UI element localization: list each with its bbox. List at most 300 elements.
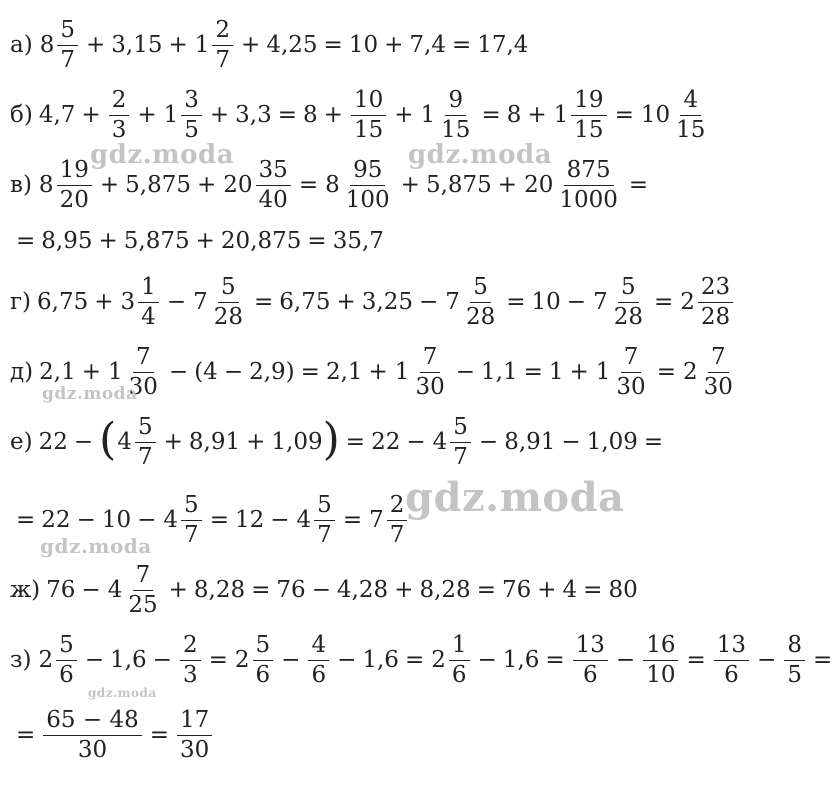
math-term: 80 bbox=[608, 577, 638, 603]
fraction bbox=[177, 708, 212, 761]
fraction-denominator: 30 bbox=[703, 373, 733, 400]
math-term: 35,7 bbox=[332, 228, 384, 254]
fraction bbox=[412, 345, 447, 398]
math-operator: + bbox=[81, 359, 101, 385]
fraction-numerator: 5 bbox=[618, 275, 639, 302]
math-operator: − bbox=[419, 289, 439, 315]
math-term: 8 bbox=[303, 102, 318, 128]
math-operator: = bbox=[342, 507, 363, 533]
mixed-number bbox=[162, 493, 203, 546]
math-term: 3,25 bbox=[361, 289, 414, 315]
math-operator: + bbox=[209, 102, 230, 128]
math-operator: = bbox=[653, 289, 674, 315]
item-label: в) bbox=[10, 172, 32, 198]
fraction-denominator: 40 bbox=[258, 186, 288, 213]
watermark-2: gdz.moda bbox=[408, 140, 553, 170]
math-term: 8,95 bbox=[41, 228, 93, 254]
fraction-denominator: 6 bbox=[255, 661, 271, 688]
fraction-denominator: 15 bbox=[441, 116, 471, 143]
mixed-number bbox=[640, 88, 711, 141]
fraction-numerator: 23 bbox=[698, 275, 733, 302]
math-operator: = bbox=[643, 429, 664, 455]
mixed-whole: 2 bbox=[234, 647, 250, 673]
mixed-whole: 1 bbox=[194, 32, 210, 58]
fraction-numerator: 13 bbox=[573, 633, 608, 660]
math-operator: − bbox=[561, 429, 581, 455]
fraction-numerator: 95 bbox=[350, 158, 385, 185]
mixed-number bbox=[679, 275, 735, 328]
math-operator: + bbox=[394, 577, 414, 603]
math-operator: − bbox=[152, 647, 172, 673]
math-operator: = bbox=[298, 172, 319, 198]
fraction bbox=[611, 275, 646, 328]
fraction-numerator: 5 bbox=[56, 633, 77, 660]
math-term: 10 bbox=[531, 289, 561, 315]
mixed-whole: 2 bbox=[431, 647, 446, 673]
math-operator: + bbox=[527, 102, 547, 128]
mixed-number bbox=[523, 158, 623, 211]
math-operator: − bbox=[270, 507, 290, 533]
watermark-5: gdz.moda bbox=[40, 534, 152, 558]
fraction-denominator: 6 bbox=[311, 661, 327, 688]
mixed-whole: 7 bbox=[593, 289, 608, 315]
math-term: 3,3 bbox=[235, 102, 272, 128]
mixed-number bbox=[595, 345, 651, 398]
mixed-number bbox=[324, 158, 395, 211]
math-term: 1,09 bbox=[271, 429, 323, 455]
math-term: 1,09 bbox=[586, 429, 638, 455]
math-operator: = bbox=[686, 647, 706, 673]
mixed-whole: 7 bbox=[193, 289, 208, 315]
math-operator: = bbox=[208, 647, 228, 673]
fraction-numerator: 4 bbox=[308, 633, 329, 660]
math-term: 5,875 bbox=[425, 172, 492, 198]
item-label: ж) bbox=[10, 577, 41, 603]
fraction-numerator: 17 bbox=[177, 708, 212, 735]
mixed-number bbox=[592, 275, 648, 328]
math-operator: + bbox=[168, 577, 188, 603]
math-operator: = bbox=[277, 102, 298, 128]
fraction-numerator: 875 bbox=[564, 158, 614, 185]
mixed-whole: 3 bbox=[120, 289, 136, 315]
equation-line-e bbox=[10, 412, 669, 472]
math-operator: + bbox=[569, 359, 589, 385]
math-operator: + bbox=[99, 172, 120, 198]
math-operator: + bbox=[137, 102, 157, 128]
fraction bbox=[463, 275, 498, 328]
mixed-number bbox=[163, 88, 204, 141]
mixed-number bbox=[107, 345, 163, 398]
math-term: 10 bbox=[348, 32, 379, 58]
math-operator: − bbox=[615, 647, 636, 673]
math-operator: = bbox=[323, 32, 343, 58]
fraction-numerator: 5 bbox=[314, 493, 335, 520]
fraction-numerator: 7 bbox=[133, 345, 154, 372]
fraction bbox=[256, 158, 291, 211]
mixed-number bbox=[420, 88, 476, 141]
math-operator: = bbox=[614, 102, 634, 128]
equation-line-v bbox=[10, 155, 654, 215]
math-term: 8,91 bbox=[188, 429, 241, 455]
math-term: 8 bbox=[506, 102, 522, 128]
math-term: 22 bbox=[371, 429, 401, 455]
mixed-whole: 4 bbox=[117, 429, 132, 455]
math-operator: = bbox=[16, 722, 36, 748]
fraction bbox=[57, 158, 92, 211]
math-operator: − bbox=[223, 359, 244, 385]
math-operator: − bbox=[137, 507, 157, 533]
fraction-numerator: 10 bbox=[351, 88, 386, 115]
math-operator: = bbox=[149, 722, 169, 748]
fraction-numerator: 5 bbox=[57, 18, 78, 45]
math-operator: − bbox=[311, 577, 331, 603]
math-term: 4,25 bbox=[266, 32, 318, 58]
fraction-numerator: 5 bbox=[218, 275, 239, 302]
fraction bbox=[673, 88, 708, 141]
watermark-4: gdz.moda bbox=[405, 474, 625, 521]
fraction bbox=[784, 633, 805, 686]
watermark-1: gdz.moda bbox=[90, 140, 235, 170]
mixed-number bbox=[192, 275, 248, 328]
item-label: а) bbox=[10, 32, 33, 58]
item-label: б) bbox=[10, 102, 33, 128]
math-term: 1,1 bbox=[481, 359, 518, 385]
math-term: 5,875 bbox=[125, 172, 191, 198]
math-operator: + bbox=[246, 429, 266, 455]
math-term: 1,6 bbox=[362, 647, 399, 673]
fraction-denominator: 7 bbox=[453, 443, 468, 470]
math-term: 6,75 bbox=[37, 289, 89, 315]
mixed-number bbox=[682, 345, 738, 398]
math-operator: + bbox=[195, 228, 215, 254]
fraction bbox=[571, 88, 606, 141]
mixed-number bbox=[222, 158, 293, 211]
mixed-whole: 4 bbox=[163, 507, 179, 533]
fraction bbox=[438, 88, 473, 141]
mixed-number bbox=[194, 18, 235, 71]
equation-line-v-cont bbox=[10, 211, 384, 271]
fraction-denominator: 30 bbox=[180, 736, 210, 763]
fraction-denominator: 7 bbox=[60, 46, 75, 73]
item-label: г) bbox=[10, 289, 32, 315]
equation-line-e-cont bbox=[10, 490, 409, 550]
fraction bbox=[343, 158, 393, 211]
math-term: 17,4 bbox=[477, 32, 529, 58]
fraction-numerator: 65 − 48 bbox=[43, 708, 141, 735]
fraction-denominator: 20 bbox=[59, 186, 89, 213]
fraction-denominator: 7 bbox=[184, 521, 199, 548]
fraction bbox=[109, 88, 130, 141]
mixed-whole: 10 bbox=[640, 102, 671, 128]
equation-line-zh bbox=[10, 560, 638, 620]
fraction-numerator: 7 bbox=[133, 563, 154, 590]
math-operator: − bbox=[81, 577, 101, 603]
math-operator: − bbox=[478, 429, 499, 455]
fraction-denominator: 3 bbox=[182, 661, 198, 688]
math-operator: − bbox=[757, 647, 777, 673]
fraction-denominator: 7 bbox=[137, 443, 153, 470]
fraction-numerator: 7 bbox=[708, 345, 729, 372]
item-label: е) bbox=[10, 429, 33, 455]
fraction bbox=[212, 18, 233, 71]
fraction-denominator: 4 bbox=[141, 303, 156, 330]
fraction-numerator: 1 bbox=[449, 633, 470, 660]
math-operator: + bbox=[368, 359, 388, 385]
fraction bbox=[351, 88, 386, 141]
math-term: 10 bbox=[101, 507, 132, 533]
fraction bbox=[556, 158, 621, 211]
math-operator: − bbox=[168, 359, 189, 385]
fraction bbox=[701, 345, 736, 398]
math-term: 5,875 bbox=[123, 228, 190, 254]
math-term: 22 bbox=[38, 429, 68, 455]
fraction-numerator: 2 bbox=[109, 88, 130, 115]
fraction-numerator: 2 bbox=[180, 633, 201, 660]
mixed-whole: 1 bbox=[108, 359, 123, 385]
fraction-numerator: 5 bbox=[135, 415, 156, 442]
fraction bbox=[573, 633, 608, 686]
big-parenthesis: ( bbox=[99, 414, 117, 465]
fraction bbox=[450, 415, 471, 468]
fraction-numerator: 16 bbox=[643, 633, 678, 660]
item-label: з) bbox=[10, 647, 32, 673]
fraction bbox=[138, 275, 159, 328]
equation-line-a bbox=[10, 15, 528, 75]
math-operator: + bbox=[94, 289, 114, 315]
math-operator: = bbox=[307, 228, 327, 254]
math-term: 2,1 bbox=[39, 359, 76, 385]
math-operator: − bbox=[477, 647, 497, 673]
mixed-whole: 8 bbox=[325, 172, 340, 198]
fraction-denominator: 3 bbox=[111, 116, 127, 143]
fraction bbox=[125, 563, 160, 616]
fraction-denominator: 30 bbox=[415, 373, 445, 400]
fraction-denominator: 28 bbox=[613, 303, 643, 330]
fraction-denominator: 6 bbox=[724, 661, 739, 688]
math-operator: + bbox=[168, 32, 188, 58]
mixed-whole: 20 bbox=[524, 172, 554, 198]
mixed-number bbox=[38, 158, 94, 211]
big-parenthesis: ) bbox=[322, 414, 340, 465]
fraction bbox=[698, 275, 733, 328]
mixed-whole: 4 bbox=[432, 429, 448, 455]
math-operator: + bbox=[81, 102, 101, 128]
math-operator: = bbox=[251, 577, 271, 603]
math-operator: = bbox=[16, 228, 36, 254]
mixed-whole: 1 bbox=[420, 102, 436, 128]
fraction-denominator: 28 bbox=[213, 303, 244, 330]
math-operator: = bbox=[812, 647, 833, 673]
fraction bbox=[449, 633, 470, 686]
fraction bbox=[613, 345, 648, 398]
mixed-whole: 2 bbox=[38, 647, 54, 673]
math-operator: − bbox=[406, 429, 426, 455]
fraction-denominator: 5 bbox=[787, 661, 802, 688]
fraction bbox=[211, 275, 246, 328]
math-operator: = bbox=[404, 647, 425, 673]
mixed-whole: 7 bbox=[369, 507, 384, 533]
math-operator: + bbox=[163, 429, 183, 455]
equation-line-z bbox=[10, 630, 838, 690]
fraction bbox=[56, 633, 77, 686]
fraction-numerator: 5 bbox=[450, 415, 471, 442]
mixed-number bbox=[368, 493, 409, 546]
equation-line-d bbox=[10, 342, 738, 402]
fraction-denominator: 6 bbox=[451, 661, 467, 688]
math-term: 4,28 bbox=[336, 577, 389, 603]
fraction-numerator: 13 bbox=[714, 633, 749, 660]
fraction-numerator: 7 bbox=[621, 345, 642, 372]
fraction bbox=[181, 493, 202, 546]
mixed-number bbox=[553, 88, 609, 141]
fraction-numerator: 9 bbox=[445, 88, 466, 115]
math-term: 22 bbox=[41, 507, 71, 533]
math-operator: − bbox=[84, 647, 105, 673]
fraction-numerator: 5 bbox=[470, 275, 491, 302]
math-term: 4,7 bbox=[38, 102, 76, 128]
mixed-whole: 8 bbox=[39, 32, 55, 58]
mixed-whole: 2 bbox=[680, 289, 695, 315]
mixed-number bbox=[107, 563, 163, 616]
math-operator: + bbox=[85, 32, 106, 58]
mixed-number bbox=[39, 18, 80, 71]
mixed-whole: 8 bbox=[38, 172, 54, 198]
math-operator: + bbox=[384, 32, 404, 58]
fraction bbox=[180, 633, 201, 686]
math-term: 1,6 bbox=[110, 647, 147, 673]
math-operator: − bbox=[566, 289, 587, 315]
mixed-number bbox=[430, 633, 471, 686]
item-label: д) bbox=[10, 359, 34, 385]
mixed-number bbox=[432, 415, 473, 468]
mixed-number bbox=[444, 275, 500, 328]
mixed-whole: 1 bbox=[595, 359, 611, 385]
math-term: (4 bbox=[194, 359, 218, 385]
fraction-denominator: 10 bbox=[646, 661, 676, 688]
fraction-denominator: 7 bbox=[389, 521, 405, 548]
math-operator: − bbox=[281, 647, 301, 673]
math-term: 1 bbox=[548, 359, 564, 385]
fraction-denominator: 5 bbox=[184, 116, 199, 143]
equation-line-z-cont bbox=[10, 705, 214, 765]
math-operator: = bbox=[345, 429, 366, 455]
math-operator: + bbox=[98, 228, 118, 254]
math-term: 12 bbox=[234, 507, 265, 533]
math-operator: = bbox=[628, 172, 649, 198]
math-operator: − bbox=[455, 359, 475, 385]
fraction bbox=[253, 633, 274, 686]
mixed-number bbox=[296, 493, 337, 546]
fraction-numerator: 4 bbox=[680, 88, 701, 115]
math-term: 3,15 bbox=[111, 32, 163, 58]
math-operator: = bbox=[583, 577, 603, 603]
mixed-whole: 4 bbox=[296, 507, 312, 533]
math-operator: + bbox=[394, 102, 414, 128]
math-operator: = bbox=[545, 647, 565, 673]
mixed-whole: 1 bbox=[163, 102, 179, 128]
math-operator: = bbox=[506, 289, 526, 315]
math-operator: = bbox=[16, 507, 36, 533]
mixed-whole: 7 bbox=[445, 289, 460, 315]
math-term: 7,4 bbox=[409, 32, 446, 58]
fraction-denominator: 7 bbox=[215, 46, 231, 73]
fraction-denominator: 6 bbox=[59, 661, 74, 688]
fraction-denominator: 7 bbox=[317, 521, 332, 548]
math-term: 76 bbox=[501, 577, 532, 603]
mixed-whole: 20 bbox=[223, 172, 253, 198]
math-term: 4 bbox=[562, 577, 578, 603]
equation-line-b bbox=[10, 85, 710, 145]
fraction-numerator: 1 bbox=[138, 275, 159, 302]
fraction-numerator: 19 bbox=[571, 88, 606, 115]
math-operator: − bbox=[337, 647, 357, 673]
fraction bbox=[308, 633, 329, 686]
fraction bbox=[387, 493, 408, 546]
fraction-numerator: 2 bbox=[212, 18, 233, 45]
fraction-denominator: 6 bbox=[582, 661, 598, 688]
math-term: 8,28 bbox=[193, 577, 246, 603]
fraction bbox=[643, 633, 678, 686]
fraction bbox=[126, 345, 161, 398]
fraction-denominator: 15 bbox=[353, 116, 384, 143]
math-operator: + bbox=[537, 577, 557, 603]
fraction bbox=[135, 415, 156, 468]
math-operator: + bbox=[336, 289, 356, 315]
fraction-denominator: 30 bbox=[128, 373, 158, 400]
fraction-denominator: 15 bbox=[676, 116, 706, 143]
math-operator: + bbox=[241, 32, 261, 58]
fraction-numerator: 5 bbox=[181, 493, 202, 520]
math-term: 20,875 bbox=[220, 228, 302, 254]
math-operator: = bbox=[476, 577, 496, 603]
math-operator: + bbox=[400, 172, 420, 198]
fraction-denominator: 15 bbox=[574, 116, 604, 143]
math-term: 76 bbox=[276, 577, 306, 603]
mixed-number bbox=[120, 275, 161, 328]
fraction-numerator: 35 bbox=[256, 158, 291, 185]
mixed-whole: 2 bbox=[682, 359, 698, 385]
fraction-numerator: 2 bbox=[387, 493, 408, 520]
fraction bbox=[57, 18, 78, 71]
fraction-numerator: 3 bbox=[181, 88, 202, 115]
math-operator: = bbox=[523, 359, 543, 385]
math-term: 8,91 bbox=[504, 429, 556, 455]
math-term: 2,9) bbox=[249, 359, 295, 385]
fraction bbox=[181, 88, 202, 141]
fraction bbox=[43, 708, 141, 761]
math-operator: − bbox=[73, 429, 94, 455]
fraction-denominator: 1000 bbox=[559, 186, 618, 213]
fraction-denominator: 30 bbox=[77, 736, 108, 763]
fraction-denominator: 28 bbox=[465, 303, 496, 330]
mixed-number bbox=[394, 345, 450, 398]
fraction-numerator: 8 bbox=[784, 633, 805, 660]
mixed-number bbox=[116, 415, 157, 468]
equation-line-g bbox=[10, 272, 735, 332]
fraction-numerator: 19 bbox=[57, 158, 92, 185]
math-operator: + bbox=[323, 102, 343, 128]
fraction bbox=[314, 493, 335, 546]
math-operator: − bbox=[76, 507, 96, 533]
math-operator: + bbox=[196, 172, 217, 198]
math-term: 76 bbox=[46, 577, 76, 603]
mixed-number bbox=[38, 633, 79, 686]
math-operator: = bbox=[300, 359, 320, 385]
fraction-numerator: 5 bbox=[253, 633, 274, 660]
watermark-3: gdz.moda bbox=[42, 384, 138, 404]
mixed-whole: 1 bbox=[394, 359, 410, 385]
fraction-denominator: 30 bbox=[616, 373, 646, 400]
